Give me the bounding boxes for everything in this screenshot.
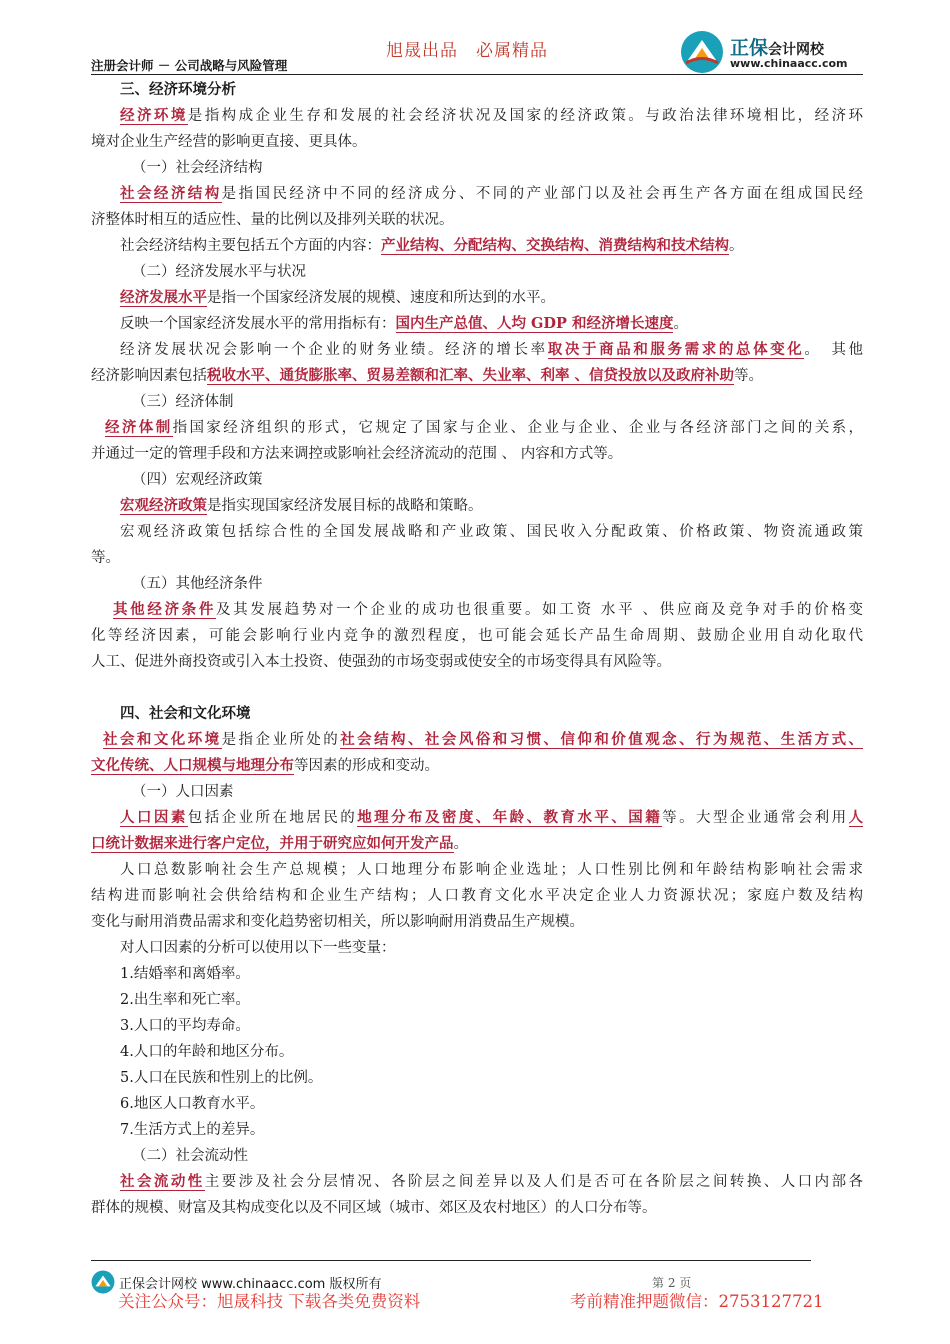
paragraph: 经济体制指国家经济组织的形式，它规定了国家与企业、企业与企业、企业与各经济部门之间的关系，	[105, 419, 863, 436]
paragraph: 其他经济条件及其发展趋势对一个企业的成功也很重要。如工资 水平 、供应商及竞争对手的价格变	[113, 601, 863, 618]
paragraph-line: 境对企业生产经营的影响更直接、更具体。	[91, 134, 367, 150]
header-divider	[91, 74, 863, 75]
highlight: 人	[848, 809, 863, 826]
paragraph-line: 变化与耐用消费品需求和变化趋势密切相关，所以影响耐用消费品生产规模。	[91, 914, 584, 930]
highlight: 口统计数据来进行客户定位，并用于研究应如何开发产品	[91, 835, 454, 852]
subsection-title: （二）社会流动性	[132, 1148, 248, 1164]
key-term: 宏观经济政策	[120, 497, 207, 514]
header-tagline: 旭晟出品 必属精品	[386, 41, 548, 61]
highlight: 国内生产总值、人均 GDP 和经济增长速度	[395, 315, 674, 332]
paragraph: 社会流动性主要涉及社会分层情况、各阶层之间差异以及人们是否可在各阶层之间转换、人口内部各	[120, 1173, 863, 1190]
paragraph-line: 人工、促进外商投资或引入本土投资、使强劲的市场变弱或使安全的市场变得具有风险等。	[91, 654, 671, 670]
key-term: 社会经济结构	[120, 185, 222, 202]
logo-badge-icon	[680, 30, 724, 74]
paragraph-line: 群体的规模、财富及其构成变化以及不同区域（城市、郊区及农村地区）的人口分布等。	[91, 1200, 657, 1216]
logo-url: www.chinaacc.com	[730, 57, 848, 70]
key-term: 社会流动性	[120, 1173, 205, 1190]
paragraph: 社会经济结构主要包括五个方面的内容：产业结构、分配结构、交换结构、消费结构和技术结构。	[120, 237, 744, 254]
paragraph: 人口因素包括企业所在地居民的地理分布及密度、年龄、教育水平、国籍等。大型企业通常会利用人	[120, 809, 863, 826]
paragraph: 宏观经济政策包括综合性的全国发展战略和产业政策、国民收入分配政策、价格政策、物资流通政策	[120, 524, 863, 540]
subsection-title: （四）宏观经济政策	[132, 472, 263, 488]
key-term: 经济发展水平	[120, 289, 207, 306]
paragraph-line: 并通过一定的管理手段和方法来调控或影响社会经济流动的范围 、 内容和方式等。	[91, 446, 623, 462]
page-number: 第 2 页	[652, 1276, 692, 1290]
subsection-title: （二）经济发展水平与状况	[132, 264, 306, 280]
subsection-title: （一）社会经济结构	[132, 160, 263, 176]
key-term: 经济环境	[120, 107, 188, 124]
promo-left: 关注公众号：旭晟科技 下载各类免费资料	[118, 1292, 421, 1311]
list-item: 1.结婚率和离婚率。	[120, 966, 250, 982]
paragraph-line: 等。	[91, 550, 120, 566]
key-term: 人口因素	[120, 809, 188, 826]
copyright-text: 正保会计网校 www.chinaacc.com 版权所有	[119, 1277, 382, 1292]
subsection-title: （五）其他经济条件	[132, 576, 263, 592]
subsection-title: （三）经济体制	[132, 394, 234, 410]
list-item: 5.人口在民族和性别上的比例。	[120, 1070, 323, 1086]
highlight: 地理分布及密度、年龄、教育水平、国籍	[357, 809, 663, 826]
paragraph-line: 口统计数据来进行客户定位，并用于研究应如何开发产品。	[91, 835, 468, 852]
paragraph-line: 化等经济因素，可能会影响行业内竞争的激烈程度，也可能会延长产品生命周期、鼓励企业用自动化取代	[91, 628, 863, 644]
footer-divider	[91, 1260, 811, 1261]
highlight: 产业结构、分配结构、交换结构、消费结构和技术结构	[381, 237, 729, 254]
list-item: 7.生活方式上的差异。	[120, 1122, 265, 1138]
paragraph: 经济环境是指构成企业生存和发展的社会经济状况及国家的经济政策。与政治法律环境相比，经济环	[120, 107, 863, 124]
list-item: 6.地区人口教育水平。	[120, 1096, 265, 1112]
list-item: 2.出生率和死亡率。	[120, 992, 250, 1008]
paragraph: 经济发展水平是指一个国家经济发展的规模、速度和所达到的水平。	[120, 289, 555, 306]
paragraph: 反映一个国家经济发展水平的常用指标有：国内生产总值、人均 GDP 和经济增长速度。	[120, 315, 688, 332]
list-item: 4.人口的年龄和地区分布。	[120, 1044, 294, 1060]
chinaacc-logo	[680, 30, 870, 72]
logo-name: 正保会计网校	[730, 37, 825, 59]
paragraph: 人口总数影响社会生产总规模；人口地理分布影响企业选址；人口性别比例和年龄结构影响社会需求	[120, 862, 863, 878]
footer-logo-icon	[91, 1270, 115, 1294]
paragraph: 社会经济结构是指国民经济中不同的经济成分、不同的产业部门以及社会再生产各方面在组成国民经	[120, 185, 863, 202]
key-term: 社会和文化环境	[103, 731, 222, 748]
highlight: 税收水平、通货膨胀率、贸易差额和汇率、失业率、利率 、信贷投放以及政府补助	[207, 367, 735, 384]
key-term: 经济体制	[105, 419, 173, 436]
section-title: 四、社会和文化环境	[120, 705, 251, 722]
course-title: 注册会计师 － 公司战略与风险管理	[91, 58, 288, 73]
paragraph: 宏观经济政策是指实现国家经济发展目标的战略和策略。	[120, 497, 483, 514]
highlight: 社会结构、社会风俗和习惯、信仰和价值观念、行为规范、生活方式、	[340, 731, 863, 748]
promo-right: 考前精准押题微信：2753127721	[570, 1292, 824, 1311]
paragraph-line: 济整体时相互的适应性、量的比例以及排列关联的状况。	[91, 212, 454, 228]
paragraph: 对人口因素的分析可以使用以下一些变量：	[120, 940, 396, 956]
subsection-title: （一）人口因素	[132, 784, 234, 800]
key-term: 其他经济条件	[113, 601, 216, 618]
document-body	[91, 77, 863, 1221]
list-item: 3.人口的平均寿命。	[120, 1018, 250, 1034]
section-title: 三、经济环境分析	[120, 81, 236, 98]
paragraph-line: 文化传统、人口规模与地理分布等因素的形成和变动。	[91, 757, 439, 774]
paragraph-line: 结构进而影响社会供给结构和企业生产结构；人口教育文化水平决定企业人力资源状况；家庭户数及结构	[91, 888, 863, 904]
paragraph: 经济发展状况会影响一个企业的财务业绩。经济的增长率取决于商品和服务需求的总体变化。 其他	[120, 341, 863, 358]
paragraph: 社会和文化环境是指企业所处的社会结构、社会风俗和习惯、信仰和价值观念、行为规范、生活方式、	[103, 731, 863, 748]
paragraph-line: 经济影响因素包括税收水平、通货膨胀率、贸易差额和汇率、失业率、利率 、信贷投放以及政府补助等。	[91, 367, 764, 384]
highlight: 文化传统、人口规模与地理分布	[91, 757, 294, 774]
highlight: 取决于商品和服务需求的总体变化	[547, 341, 805, 358]
